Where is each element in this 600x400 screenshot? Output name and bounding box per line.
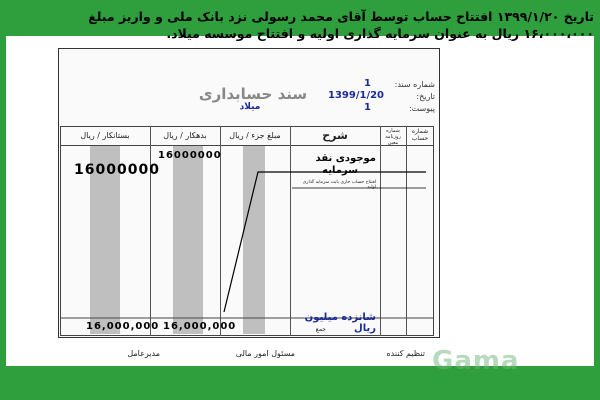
company-name: میلاد [239,102,261,112]
number-label: شماره سند: [394,80,435,89]
credit-header: بستانکار / ریال [80,131,130,140]
prepared-by-label: تنظیم کننده [386,349,425,358]
credit-amount: 16000000 [74,162,160,178]
total-label: جمع [315,326,326,333]
transaction-description: تاریخ ۱۳۹۹/۱/۲۰ افتتاح حساب توسط آقای محمد رسولی نزد بانک ملی و واریز مبلغ ۱۶،۰۰۰،۰۰۰ ریال به عنوان سرمایه گذاری اولیه و افتتاح موسسه میلاد. [88,9,594,41]
number-value: 1 [364,78,371,89]
debit-account: موجودی نقد [315,153,376,164]
manager-label: مدیرعامل [127,349,160,358]
account-no-header: شماره حساب [411,128,429,142]
description-header: شرح [322,129,348,142]
total-in-words: شانزده میلیون ریال [304,312,376,334]
date-label: تاریخ: [416,92,435,101]
date-value: 1399/1/20 [328,90,385,101]
debit-total: 16,000,000 [163,321,237,332]
journal-page-header: شماره روزنامه معین [385,128,401,146]
finance-officer-label: مسئول امور مالی [235,349,295,358]
attachment-value: 1 [364,102,371,113]
debit-header: بدهکار / ریال [163,131,207,140]
attachment-label: پیوست: [408,104,435,113]
debit-amount: 16000000 [158,150,222,161]
credit-account: سرمایه [322,165,358,176]
narration: افتتاح حساب جاری بابت سرمایه گذاری اولیه [302,180,376,190]
gama-logo: Gama [432,346,520,376]
credit-total: 16,000,000 [86,321,160,332]
voucher-title: سند حسابداری [198,85,308,103]
partial-header: مبلغ جزء / ریال [229,131,281,140]
